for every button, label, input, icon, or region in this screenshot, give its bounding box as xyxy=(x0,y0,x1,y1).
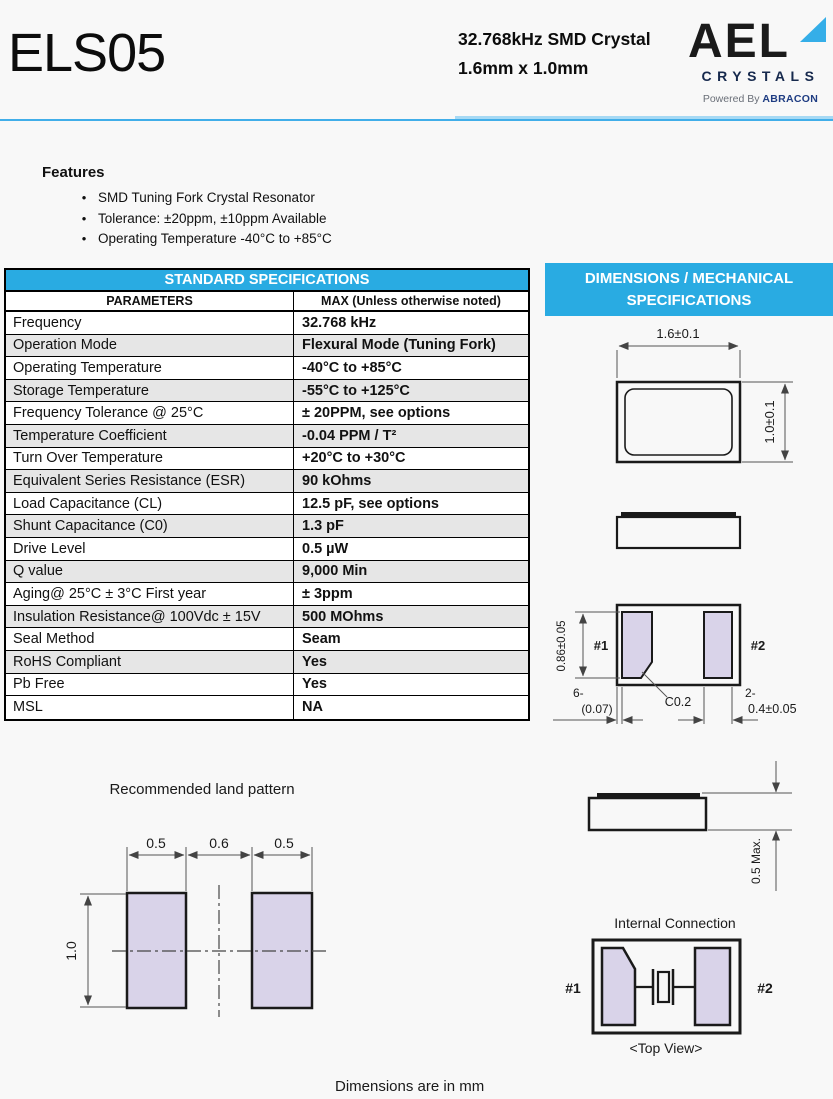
value-cell: NA xyxy=(302,699,323,716)
features-heading: Features xyxy=(42,164,105,181)
feature-item xyxy=(70,229,470,250)
ael-logo-triangle-icon xyxy=(800,17,826,42)
top-view-width-dim: 1.6±0.1 xyxy=(656,326,700,341)
side-view-height-drawing xyxy=(589,761,792,891)
parameter-cell: MSL xyxy=(6,696,294,719)
parameter-cell: Turn Over Temperature xyxy=(6,448,294,470)
pad1-label: #1 xyxy=(593,638,609,653)
land-dim-height: 1.0 xyxy=(63,941,79,961)
table-row xyxy=(6,628,528,651)
parameter-cell: Q value xyxy=(6,561,294,583)
land-pattern-drawing xyxy=(40,775,460,1065)
internal-pad-1 xyxy=(602,948,635,1025)
value-cell: 0.5 µW xyxy=(302,540,349,557)
parameter-cell: Operating Temperature xyxy=(6,357,294,379)
table-row xyxy=(6,493,528,516)
mechanical-drawings xyxy=(545,316,833,1077)
value-cell: Flexural Mode (Tuning Fork) xyxy=(302,337,496,354)
parameter-cell: Aging@ 25°C ± 3°C First year xyxy=(6,583,294,605)
bullet-icon: • xyxy=(81,190,87,205)
internal-pad-2 xyxy=(695,948,730,1025)
chamfer-note: C0.2 xyxy=(664,695,692,709)
corner-dim-note: (0.07) xyxy=(581,702,613,716)
table-row xyxy=(6,448,528,471)
crystal-element-icon xyxy=(658,972,669,1002)
value-cell: -40°C to +85°C xyxy=(302,359,402,376)
value-cell: ± 3ppm xyxy=(302,585,353,602)
value-cell: 1.3 pF xyxy=(302,518,344,535)
table-row xyxy=(6,651,528,674)
parameter-cell: Seal Method xyxy=(6,628,294,650)
parameter-cell: Frequency xyxy=(6,312,294,334)
pad-2 xyxy=(704,612,732,678)
side-view-body xyxy=(617,517,740,548)
table-row xyxy=(6,606,528,629)
land-dim-center: 0.6 xyxy=(209,835,229,851)
parameter-cell: Pb Free xyxy=(6,674,294,696)
value-cell: -0.04 PPM / T² xyxy=(302,427,397,444)
package-lid-outline xyxy=(625,389,732,455)
pad-width-dim: 0.4±0.05 xyxy=(748,702,797,716)
table-row xyxy=(6,402,528,425)
parameter-cell: Shunt Capacitance (C0) xyxy=(6,515,294,537)
table-row xyxy=(6,696,528,719)
table-row xyxy=(6,357,528,380)
internal-pad1-label: #1 xyxy=(565,980,581,996)
ael-logo xyxy=(688,12,833,105)
parameter-cell: Insulation Resistance@ 100Vdc ± 15V xyxy=(6,606,294,628)
value-cell: Yes xyxy=(302,676,327,693)
ael-logo-text: AEL xyxy=(688,15,790,62)
value-cell: 500 MOhms xyxy=(302,608,384,625)
feature-item xyxy=(70,209,470,230)
value-cell: +20°C to +30°C xyxy=(302,450,406,467)
land-dim-left: 0.5 xyxy=(146,835,166,851)
ael-logo-mark xyxy=(688,12,833,62)
table-row xyxy=(6,583,528,606)
parameter-cell: Drive Level xyxy=(6,538,294,560)
feature-item xyxy=(70,188,470,209)
value-cell: Seam xyxy=(302,631,341,648)
internal-connection-drawing xyxy=(565,915,773,1056)
pad-height-dim: 0.86±0.05 xyxy=(556,620,568,672)
page-title: ELS05 xyxy=(8,23,166,83)
table-row xyxy=(6,470,528,493)
table-row xyxy=(6,515,528,538)
spec-table-header-row xyxy=(6,292,528,312)
value-cell: 90 kOhms xyxy=(302,472,372,489)
internal-pad2-label: #2 xyxy=(757,980,773,996)
value-cell: 9,000 Min xyxy=(302,563,368,580)
land-dim-right: 0.5 xyxy=(274,835,294,851)
features-list xyxy=(70,188,470,250)
parameter-cell: Temperature Coefficient xyxy=(6,425,294,447)
column-header-max: MAX (Unless otherwise noted) xyxy=(321,294,501,308)
ael-logo-crystals: CRYSTALS xyxy=(701,68,820,84)
pad-count-note: 2- xyxy=(745,686,756,700)
land-pattern-title: Recommended land pattern xyxy=(109,781,295,798)
feature-text: SMD Tuning Fork Crystal Resonator xyxy=(98,190,315,205)
dimensions-panel-title xyxy=(545,263,833,316)
parameter-cell: Operation Mode xyxy=(6,335,294,357)
dimensions-title-line1: DIMENSIONS / MECHANICAL xyxy=(584,270,794,287)
pad2-label: #2 xyxy=(750,638,766,653)
parameter-cell: Frequency Tolerance @ 25°C xyxy=(6,402,294,424)
spec-table-body xyxy=(6,312,528,719)
parameter-cell: Storage Temperature xyxy=(6,380,294,402)
units-note: Dimensions are in mm xyxy=(335,1078,485,1095)
side-view2-body xyxy=(589,798,706,830)
header-divider xyxy=(0,119,833,121)
product-subtitle xyxy=(458,25,651,83)
table-row xyxy=(6,335,528,358)
parameter-cell: Equivalent Series Resistance (ESR) xyxy=(6,470,294,492)
bullet-icon: • xyxy=(81,210,87,226)
top-view-drawing xyxy=(617,326,793,462)
internal-connection-title: Internal Connection xyxy=(614,915,736,931)
bottom-view-drawing xyxy=(553,605,797,724)
parameter-cell: RoHS Compliant xyxy=(6,651,294,673)
feature-text: Tolerance: ±20ppm, ±10ppm Available xyxy=(98,210,327,226)
bullet-icon: • xyxy=(81,231,87,246)
max-height-dim: 0.5 Max. xyxy=(749,837,763,885)
feature-text: Operating Temperature -40°C to +85°C xyxy=(98,231,332,246)
top-view-caption: <Top View> xyxy=(629,1040,703,1056)
table-row xyxy=(6,674,528,697)
package-top-outline xyxy=(617,382,740,462)
value-cell: 32.768 kHz xyxy=(302,314,377,331)
column-header-parameters: PARAMETERS xyxy=(6,292,294,310)
powered-by-text: Powered By xyxy=(702,93,763,105)
parameter-cell: Load Capacitance (CL) xyxy=(6,493,294,515)
subtitle-line1: 32.768kHz SMD Crystal xyxy=(458,29,651,49)
value-cell: -55°C to +125°C xyxy=(302,382,410,399)
value-cell: Yes xyxy=(302,653,327,670)
table-row xyxy=(6,561,528,584)
dimensions-title-line2: SPECIFICATIONS xyxy=(626,292,752,309)
spec-table-title: STANDARD SPECIFICATIONS xyxy=(6,270,528,292)
powered-by-abracon xyxy=(688,93,833,105)
value-cell: ± 20PPM, see options xyxy=(302,405,451,422)
subtitle-line2: 1.6mm x 1.0mm xyxy=(458,58,589,78)
table-row xyxy=(6,312,528,335)
pad-1 xyxy=(622,612,652,678)
abracon-brand: ABRACON xyxy=(762,93,819,105)
table-row xyxy=(6,538,528,561)
top-view-height-dim: 1.0±0.1 xyxy=(762,400,777,444)
side-view-drawing xyxy=(617,512,740,548)
spec-table xyxy=(4,268,530,721)
value-cell: 12.5 pF, see options xyxy=(302,495,439,512)
corner-count-note: 6- xyxy=(573,686,584,700)
table-row xyxy=(6,380,528,403)
table-row xyxy=(6,425,528,448)
